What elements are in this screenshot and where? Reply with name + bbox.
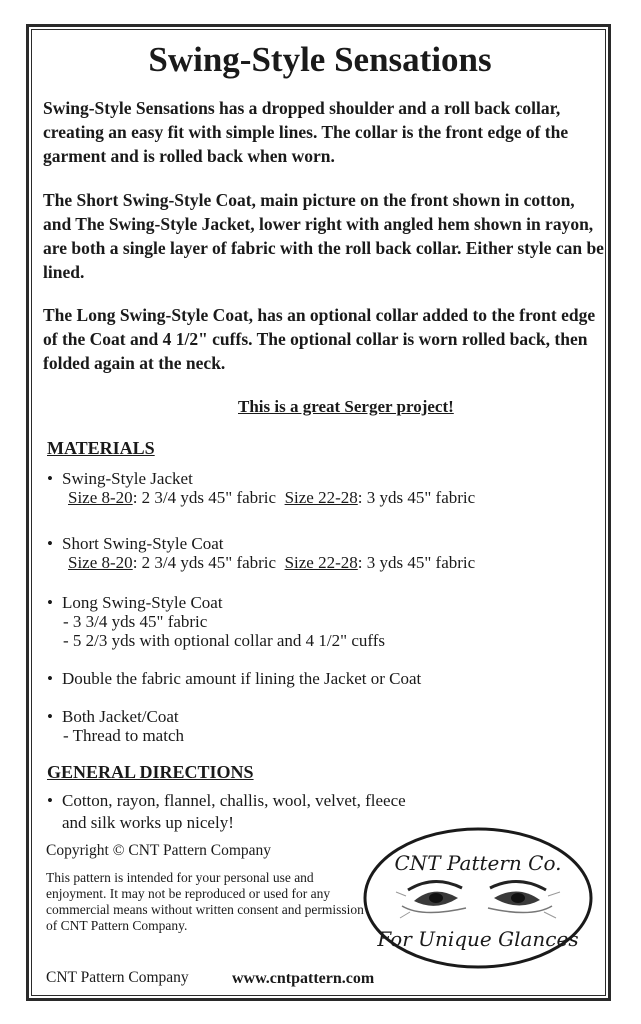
- logo-top-text: CNT Pattern Co.: [394, 851, 562, 875]
- item-text: and silk works up nicely!: [62, 813, 234, 832]
- material-item-short-coat: [47, 534, 475, 572]
- bullet: •: [47, 534, 53, 553]
- fabric-amount: : 3 yds 45" fabric: [357, 553, 476, 572]
- fabric-amount: - 5 2/3 yds with optional collar and 4 1/2" cuffs: [63, 631, 386, 650]
- material-item-both: [47, 707, 184, 745]
- bullet: •: [47, 593, 53, 612]
- material-item-long-coat: [47, 593, 385, 650]
- page-title: Swing-Style Sensations: [148, 40, 492, 79]
- item-name: Both Jacket/Coat: [62, 707, 179, 726]
- logo-bottom-text: For Unique Glances: [377, 927, 579, 951]
- size-range: Size 8-20: [68, 488, 133, 507]
- material-item-jacket: [47, 469, 475, 507]
- item-text: Cotton, rayon, flannel, challis, wool, velvet, fleece: [62, 791, 406, 810]
- materials-heading: MATERIALS: [47, 438, 155, 458]
- intro-paragraph-2: The Short Swing-Style Coat, main picture on the front shown in cotton, and The Swing-Style Jacket, lower right with angled hem shown in rayon, are both a single layer of fabric with the roll back collar. Either style can be lined.: [43, 190, 604, 282]
- bullet: •: [47, 707, 53, 726]
- bullet: •: [47, 791, 53, 810]
- size-range: Size 22-28: [284, 553, 358, 572]
- item-name: Short Swing-Style Coat: [62, 534, 224, 553]
- bullet: •: [47, 669, 53, 688]
- size-range: Size 22-28: [284, 488, 358, 507]
- directions-heading: GENERAL DIRECTIONS: [47, 762, 254, 782]
- footer-url: www.cntpattern.com: [232, 970, 375, 987]
- size-range: Size 8-20: [68, 553, 133, 572]
- fabric-amount: : 2 3/4 yds 45" fabric: [132, 488, 277, 507]
- item-name: Swing-Style Jacket: [62, 469, 193, 488]
- material-item-double-note: [47, 669, 421, 688]
- fabric-amount: : 3 yds 45" fabric: [357, 488, 476, 507]
- serger-note: This is a great Serger project!: [238, 397, 454, 416]
- intro-paragraph-3: The Long Swing-Style Coat, has an optional collar added to the front edge of the Coat and 4 1/2" cuffs. The optional collar is worn rolled back, then folded again at the neck.: [43, 305, 596, 373]
- copyright-text: Copyright © CNT Pattern Company: [46, 842, 272, 859]
- fabric-amount: - 3 3/4 yds 45" fabric: [63, 612, 208, 631]
- footer-company: CNT Pattern Company: [46, 969, 189, 986]
- directions-item: [47, 790, 406, 834]
- fabric-amount: : 2 3/4 yds 45" fabric: [132, 553, 277, 572]
- bullet: •: [47, 469, 53, 488]
- item-text: Double the fabric amount if lining the Jacket or Coat: [62, 669, 422, 688]
- item-name: Long Swing-Style Coat: [62, 593, 223, 612]
- usage-notice: This pattern is intended for your personal use and enjoyment. It may not be reproduced or used for any commercial means without written consent and permission of CNT Pattern Company.: [46, 870, 364, 933]
- cnt-logo: [362, 826, 594, 970]
- item-detail: - Thread to match: [63, 726, 185, 745]
- intro-paragraph-1: Swing-Style Sensations has a dropped shoulder and a roll back collar, creating an easy fit with simple lines. The collar is the front edge of the garment and is rolled back when worn.: [43, 98, 569, 166]
